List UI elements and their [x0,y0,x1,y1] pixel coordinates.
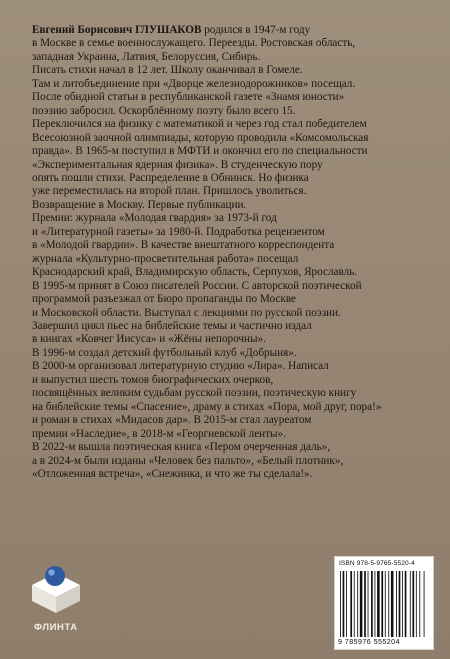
bio-line: Премии: журнала «Молодая гвардия» за 1973-й год [32,212,277,225]
bio-line: посвящённых великим судьбам русской поэзии, поэтическую книгу [32,387,357,400]
bio-line: и выпустил шесть томов биографических очерков, [32,373,274,386]
bio-line: Там и литобъединение при «Дворце железнодорожников» посещал. [32,77,356,90]
bio-line: Возвращение в Москву. Первые публикации. [32,198,247,211]
publisher-name: ФЛИНТА [34,622,78,633]
bio-line: западная Украина, Латвия, Белоруссия, Сибирь. [32,50,261,63]
bio-line: и Московской области. Выступал с лекциями по русской поэзии. [32,306,341,319]
bio-line: В 1996-м создал детский футбольный клуб «Добрыня». [32,346,297,359]
bio-line: и роман в стихах «Мидасов дар». В 2015-м стал лауреатом [32,414,312,427]
bio-line: «Экспериментальная ядерная физика». В студенческую пору [32,158,323,171]
bio-line: Переключился на физику с математикой и через год стал победителем [32,118,367,131]
bio-line: Краснодарский край, Владимирскую область, Серпухов, Ярославль. [32,266,358,279]
bio-line: поэзию забросил. Оскорблённому поэту было всего 15. [32,104,296,117]
publisher-logo-icon [30,563,82,613]
bio-line: уже переместилась на второй план. Пришлось уволиться. [32,185,307,198]
bio-line: «Отложенная встреча», «Снежинка, и что же ты сделала!». [32,467,313,480]
bio-line: журнала «Культурно-просветительная работа» посещал [32,252,299,265]
barcode-digits: 9 785976 555204 [338,637,400,646]
isbn-barcode-block [334,556,434,650]
bio-line: опять пошли стихи. Распределение в Обнинск. Но физика [32,171,309,184]
isbn-number: ISBN 978-5-9765-5520-4 [339,560,415,567]
bio-line: в «Молодой гвардии». В качестве внештатного корреспондента [32,239,335,252]
author-biography [32,24,432,481]
bio-line: После обидной статьи в республиканской газете «Знамя юности» [32,91,345,104]
bio-line: правда». В 1965-м поступил в МФТИ и окончил его по специальности [32,145,368,158]
author-name: Евгений Борисович ГЛУШАКОВ [32,24,202,36]
bio-line: а в 2024-м были изданы «Человек без пальто», «Белый плотник», [32,454,344,467]
bio-line: в Москве в семье военнослужащего. Переезды. Ростовская область, [32,37,356,50]
barcode-icon [340,571,428,637]
bio-line: на библейские темы «Спасение», драму в стихах «Пора, мой друг, пора!» [32,400,382,413]
bio-line: В 2022-м вышла поэтическая книга «Пером очерченная даль», [32,441,331,454]
bio-line: программой разъезжал от Бюро пропаганды по Москве [32,293,296,306]
bio-line: в книгах «Ковчег Иисуса» и «Жёны непорочны». [32,333,266,346]
bio-line: Всесоюзной заочной олимпиады, которую проводила «Комсомольская [32,131,369,144]
bio-line: премии «Наследие», в 2018-м «Георгиевской ленты». [32,427,286,440]
bio-line: Писать стихи начал в 12 лет. Школу оканчивал в Гомеле. [32,64,303,77]
bio-line: и «Литературной газеты» за 1980-й. Подработка рецензентом [32,225,325,238]
bio-line: В 1995-м принят в Союз писателей России. С авторской поэтической [32,279,362,292]
bio-line: В 2000-м организовал литературную студию «Лира». Написал [32,360,329,373]
bio-line: Завершил цикл пьес на библейские темы и частично издал [32,319,312,332]
bio-line: Евгений Борисович ГЛУШАКОВ родился в 1947-м году [32,24,311,36]
